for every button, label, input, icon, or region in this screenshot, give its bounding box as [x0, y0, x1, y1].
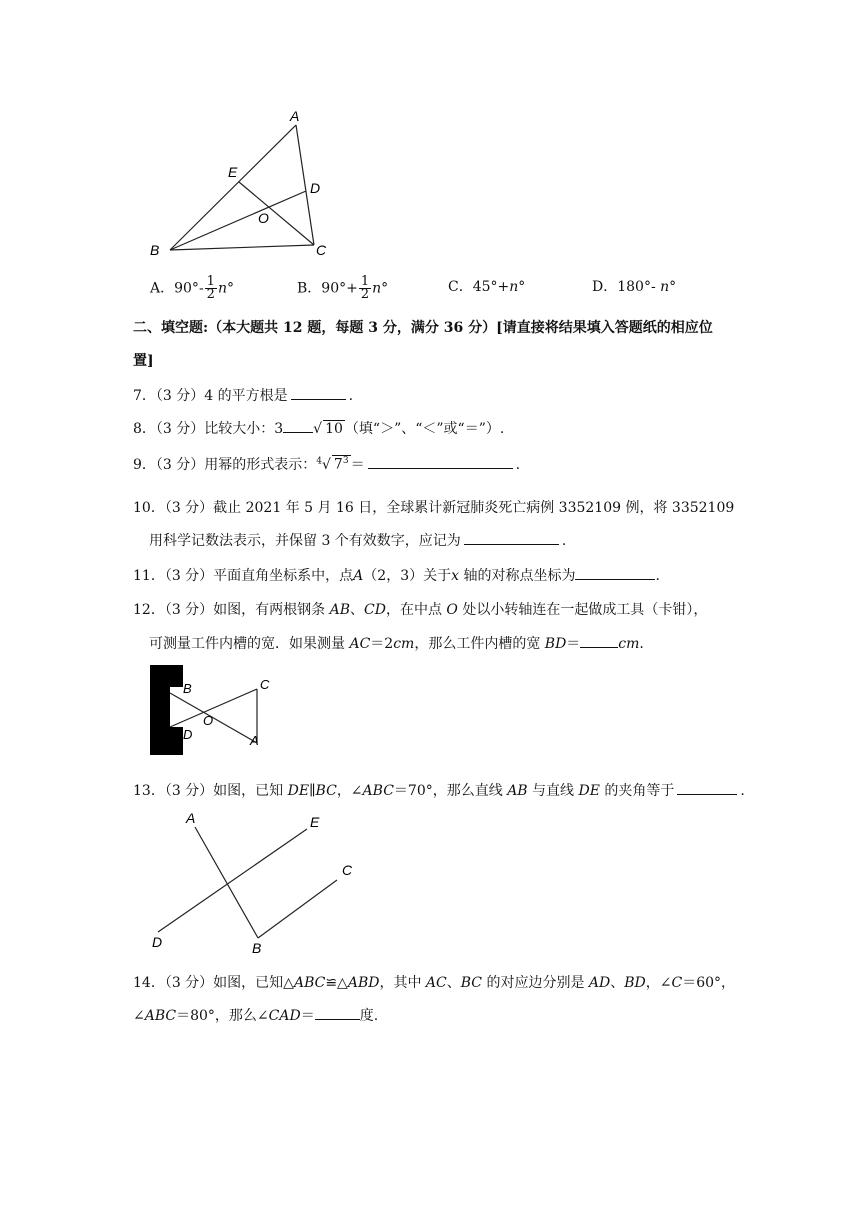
fig1-label-a: A	[290, 108, 300, 124]
fig2-label-b: B	[183, 681, 192, 696]
question-14: 14．（3 分）如图，已知△ABC≌△ABD，其中 AC、BC 的对应边分别是 AD、BD，∠C＝60°，	[133, 975, 736, 991]
fig3-label-c: C	[342, 862, 353, 878]
triangle-figure-1	[140, 105, 340, 265]
option-d: D．180°- n°	[592, 279, 677, 295]
fig3-label-e: E	[310, 814, 320, 830]
fig2-label-d: D	[183, 727, 193, 742]
option-b: B．90°+ $\frac{1}{2}$ n°	[297, 274, 389, 302]
fig1-label-c: C	[316, 242, 327, 258]
answer-blank-7[interactable]	[291, 385, 346, 400]
question-10: 10．（3 分）截止 2021 年 5 月 16 日，全球累计新冠肺炎死亡病例 3352109 例，将 3352109	[133, 500, 735, 516]
answer-blank-10[interactable]	[464, 530, 559, 545]
section-2-heading: 二、填空题:（本大题共 12 题，每题 3 分，满分 36 分）[请直接将结果填入答题纸的相应位	[133, 320, 713, 336]
fig1-label-o: O	[258, 210, 269, 226]
question-14-cont: ∠ABC＝80°，那么∠CAD＝ 度.	[133, 1005, 378, 1025]
question-10-cont: 用科学记数法表示，并保留 3 个有效数字，应记为 .	[149, 530, 566, 550]
parallel-lines-figure	[150, 805, 365, 955]
fig1-label-d: D	[310, 180, 321, 196]
fig3-label-a: A	[186, 810, 196, 826]
question-12: 12．（3 分）如图，有两根钢条 AB、CD，在中点 O 处以小转轴连在一起做成工具（卡钳），	[133, 602, 708, 618]
answer-blank-9[interactable]	[368, 454, 513, 469]
section-2-heading-cont: 置]	[133, 353, 154, 369]
answer-blank-8[interactable]	[283, 418, 313, 433]
fig2-label-c: C	[260, 677, 270, 692]
fig2-label-a: A	[250, 733, 259, 748]
option-a: A．90°- $\frac{1}{2}$ n°	[150, 274, 234, 302]
answer-blank-11[interactable]	[575, 565, 655, 580]
fig3-label-d: D	[152, 934, 163, 950]
question-11: 11．（3 分）平面直角坐标系中，点A（2，3）关于x 轴的对称点坐标为 .	[133, 565, 660, 585]
question-9: 9．（3 分）用幂的形式表示：$^4$√ $7^3$ ＝ .	[133, 454, 520, 474]
option-c: C．45°+n°	[448, 279, 526, 295]
calipers-figure	[145, 665, 285, 757]
question-13: 13．（3 分）如图，已知 DE∥BC，∠ABC＝70°，那么直线 AB 与直线 DE 的夹角等于 .	[133, 780, 745, 800]
answer-blank-13[interactable]	[677, 780, 737, 795]
fig1-label-e: E	[228, 164, 238, 180]
question-7: 7．（3 分）4 的平方根是 .	[133, 385, 353, 405]
answer-blank-12[interactable]	[580, 633, 618, 648]
question-12-cont: 可测量工件内槽的宽．如果测量 AC＝2cm，那么工件内槽的宽 BD＝ cm.	[149, 633, 644, 653]
question-8: 8．（3 分）比较大小：3 √ 10 （填“＞”、“＜”或“＝”）.	[133, 418, 504, 438]
answer-blank-14[interactable]	[315, 1005, 360, 1020]
fig2-label-o: O	[203, 713, 214, 728]
fig3-label-b: B	[252, 940, 262, 955]
fig1-label-b: B	[150, 242, 160, 258]
